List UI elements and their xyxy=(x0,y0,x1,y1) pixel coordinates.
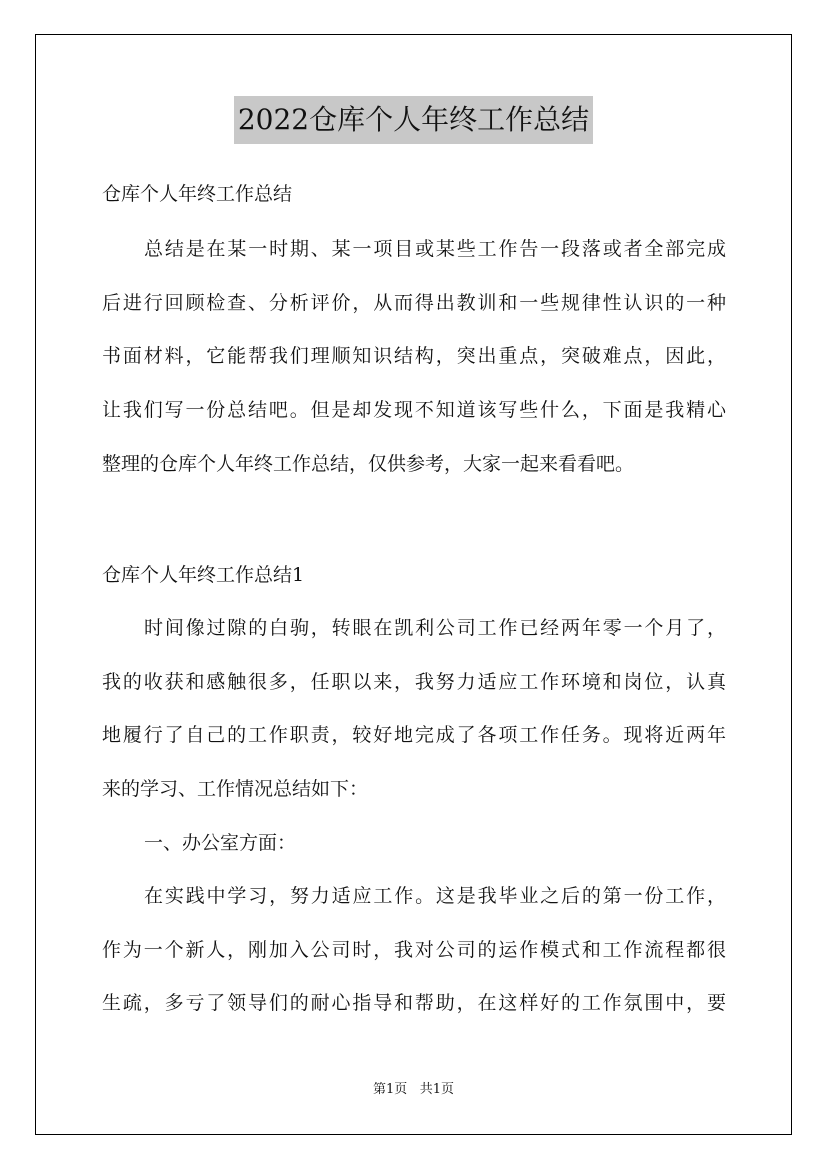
section2-line: 作为一个新人，刚加入公司时，我对公司的运作模式和工作流程都很 xyxy=(102,939,726,961)
section-heading: 仓库个人年终工作总结1 xyxy=(102,564,305,586)
page-total: 共1页 xyxy=(419,1082,454,1097)
section1-line: 地履行了自己的工作职责，较好地完成了各项工作任务。现将近两年 xyxy=(102,724,726,746)
document-subtitle: 仓库个人年终工作总结 xyxy=(102,183,293,205)
intro-line: 让我们写一份总结吧。但是却发现不知道该写些什么，下面是我精心 xyxy=(102,399,726,421)
section1-line: 来的学习、工作情况总结如下： xyxy=(102,778,369,800)
intro-line: 后进行回顾检查、分析评价，从而得出教训和一些规律性认识的一种 xyxy=(102,292,726,314)
section2-line: 在实践中学习，努力适应工作。这是我毕业之后的第一份工作， xyxy=(144,885,726,907)
intro-line: 总结是在某一时期、某一项目或某些工作告一段落或者全部完成 xyxy=(144,238,726,260)
subheading: 一、办公室方面： xyxy=(144,832,297,854)
section2-line: 生疏，多亏了领导们的耐心指导和帮助，在这样好的工作氛围中，要 xyxy=(102,992,726,1014)
document-title: 2022仓库个人年终工作总结 xyxy=(234,96,593,144)
page-number: 第1页 xyxy=(373,1082,408,1097)
section1-line: 我的收获和感触很多，任职以来，我努力适应工作环境和岗位，认真 xyxy=(102,671,726,693)
title-container xyxy=(0,96,827,144)
intro-line: 书面材料，它能帮我们理顺知识结构，突出重点，突破难点，因此， xyxy=(102,345,726,367)
page-footer xyxy=(0,1081,827,1099)
intro-line: 整理的仓库个人年终工作总结，仅供参考，大家一起来看看吧。 xyxy=(102,453,635,475)
section1-line: 时间像过隙的白驹，转眼在凯利公司工作已经两年零一个月了， xyxy=(144,617,726,639)
